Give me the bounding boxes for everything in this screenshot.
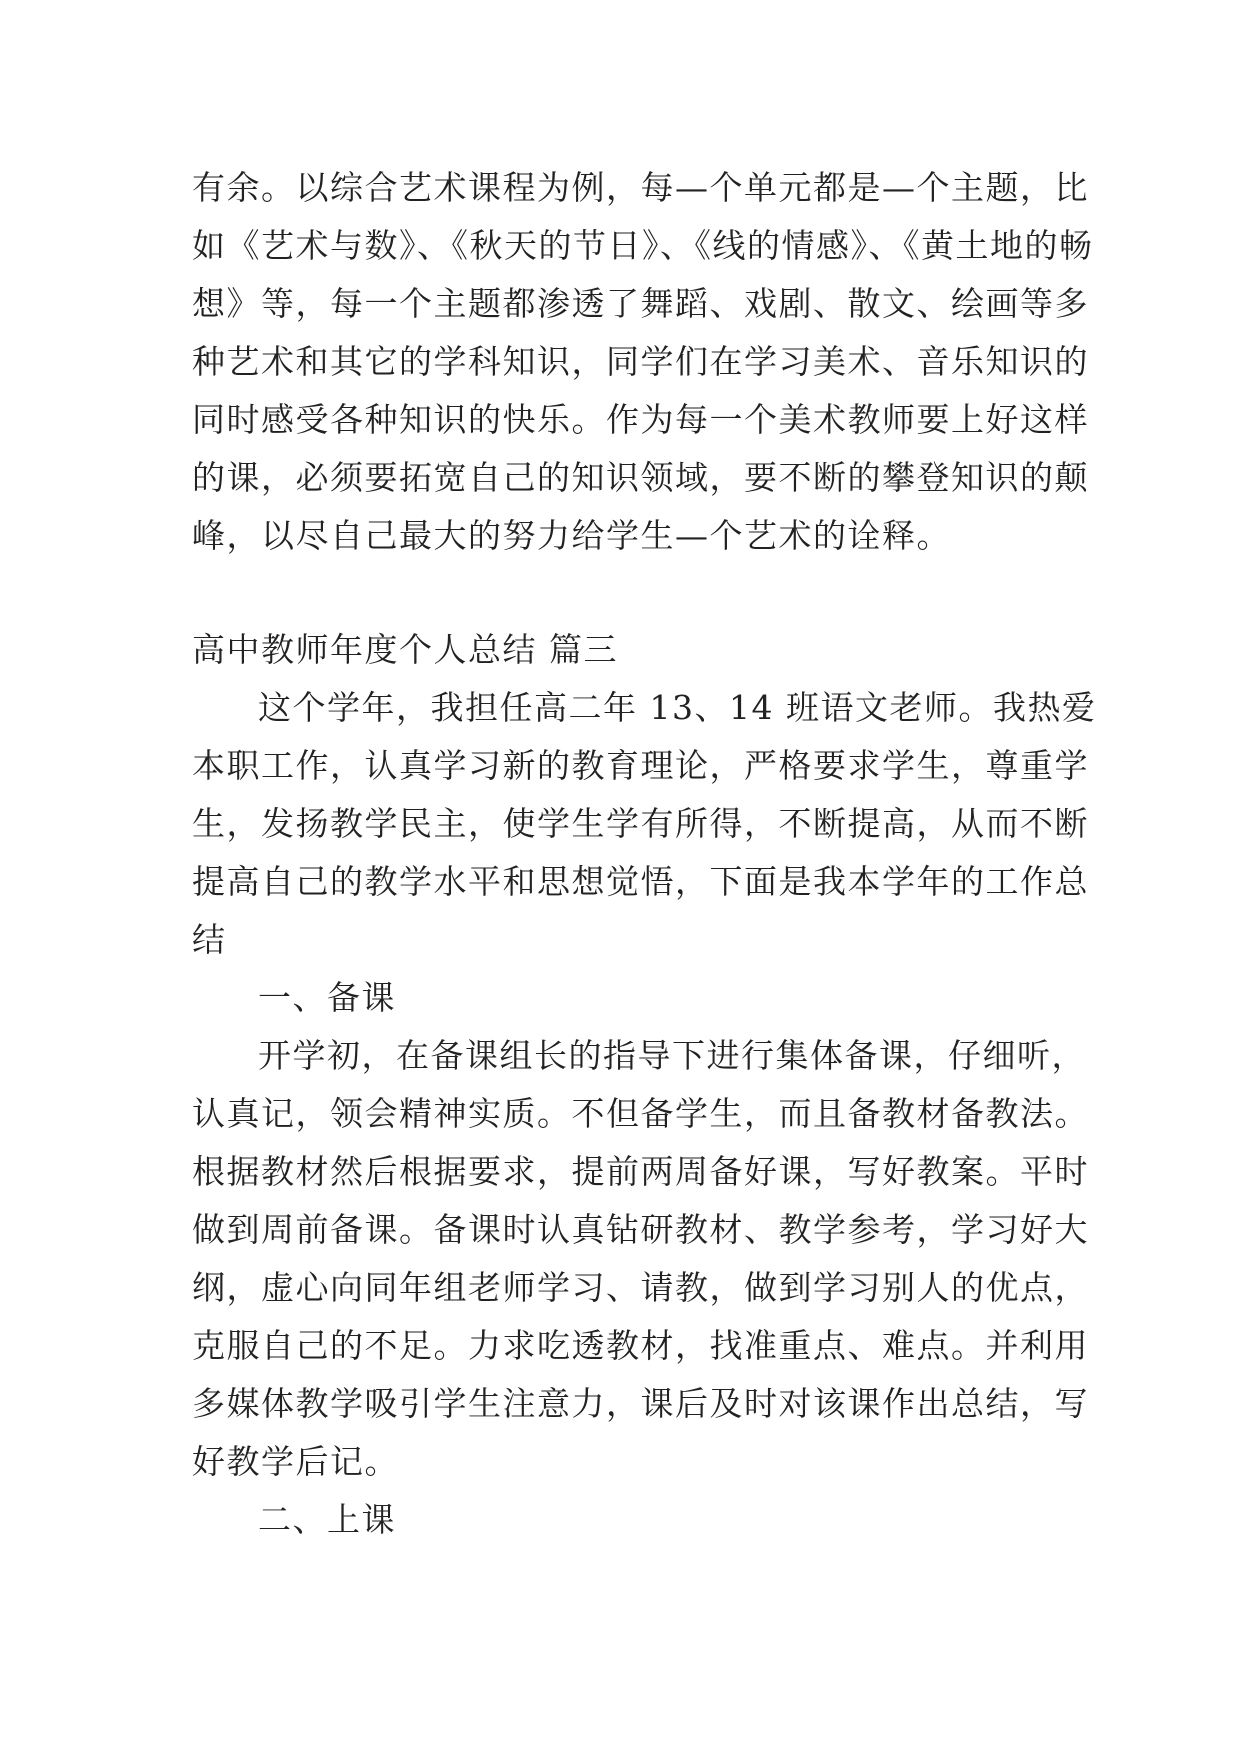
paragraph-line: 认真记，领会精神实质。不但备学生，而且备教材备教法。: [192, 1094, 1089, 1133]
paragraph-line: 生，发扬教学民主，使学生学有所得，不断提高，从而不断: [192, 804, 1089, 843]
subsection-heading: 一、备课: [258, 978, 396, 1017]
paragraph-line: 开学初，在备课组长的指导下进行集体备课，仔细听，: [258, 1036, 1086, 1075]
paragraph-line: 如《艺术与数》、《秋天的节日》、《线的情感》、《黄土地的畅: [192, 226, 1094, 265]
paragraph-line: 根据教材然后根据要求，提前两周备好课，写好教案。平时: [192, 1152, 1089, 1191]
paragraph-line: 纲，虚心向同年组老师学习、请教，做到学习别人的优点，: [192, 1268, 1089, 1307]
paragraph-line: 有余。以综合艺术课程为例，每—个单元都是—个主题，比: [192, 168, 1089, 207]
paragraph-line: 提高自己的教学水平和思想觉悟，下面是我本学年的工作总: [192, 862, 1089, 901]
paragraph-line: 这个学年，我担任高二年 13、14 班语文老师。我热爱: [258, 688, 1097, 727]
paragraph-line: 种艺术和其它的学科知识，同学们在学习美术、音乐知识的: [192, 342, 1089, 381]
paragraph-line: 好教学后记。: [192, 1442, 399, 1481]
subsection-heading: 二、上课: [258, 1500, 396, 1539]
paragraph-line: 克服自己的不足。力求吃透教材，找准重点、难点。并利用: [192, 1326, 1089, 1365]
paragraph-line: 的课，必须要拓宽自己的知识领域，要不断的攀登知识的颠: [192, 458, 1089, 497]
paragraph-line: 峰，以尽自己最大的努力给学生—个艺术的诠释。: [192, 516, 951, 555]
paragraph-line: 结: [192, 920, 227, 959]
section-title: 高中教师年度个人总结 篇三: [192, 630, 618, 669]
paragraph-line: 想》等，每一个主题都渗透了舞蹈、戏剧、散文、绘画等多: [192, 284, 1089, 323]
paragraph-line: 多媒体教学吸引学生注意力，课后及时对该课作出总结，写: [192, 1384, 1089, 1423]
paragraph-line: 做到周前备课。备课时认真钻研教材、教学参考，学习好大: [192, 1210, 1089, 1249]
paragraph-line: 同时感受各种知识的快乐。作为每一个美术教师要上好这样: [192, 400, 1089, 439]
paragraph-line: 本职工作，认真学习新的教育理论，严格要求学生，尊重学: [192, 746, 1089, 785]
